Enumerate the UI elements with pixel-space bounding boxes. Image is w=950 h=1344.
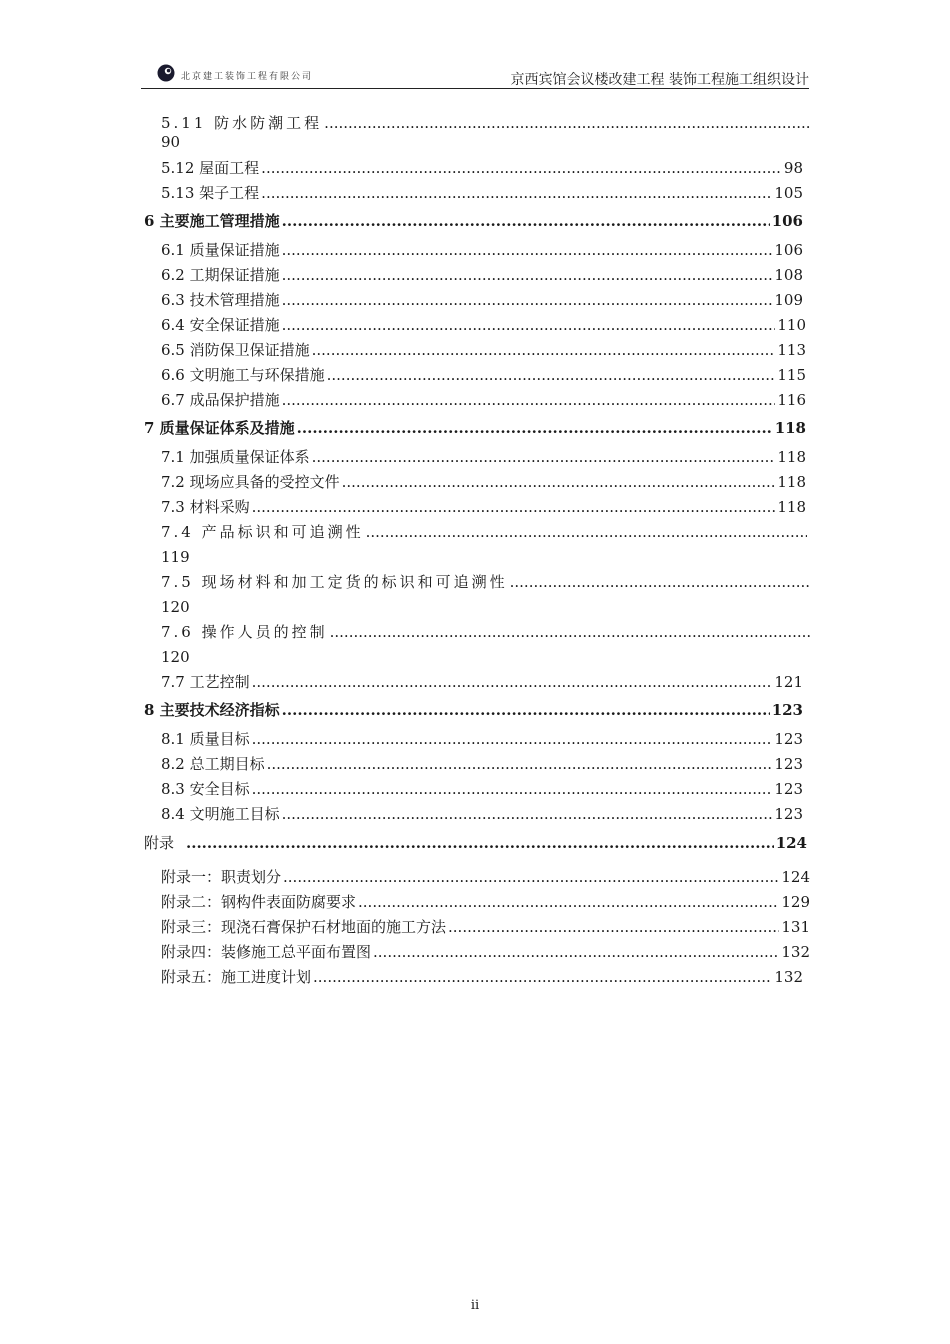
toc-entry[interactable]	[161, 967, 803, 987]
toc-entry-page: 120	[161, 648, 190, 666]
toc-entry-page: 118	[777, 448, 806, 466]
toc-chapter[interactable]	[144, 833, 807, 853]
toc-entry-page: 118	[774, 419, 806, 437]
toc-entry[interactable]	[161, 240, 803, 260]
dot-leader	[261, 183, 772, 203]
dot-leader	[282, 804, 773, 824]
toc-entry-page: 108	[774, 266, 803, 284]
toc-entry[interactable]	[161, 497, 806, 517]
dot-leader	[358, 892, 779, 912]
document-title: 京西宾馆会议楼改建工程 装饰工程施工组织设计	[510, 72, 809, 88]
toc-chapter[interactable]	[144, 211, 803, 231]
dot-leader	[313, 967, 772, 987]
toc-entry-title: 7.5 现场材料和加工定货的标识和可追溯性	[161, 573, 508, 591]
dot-leader	[282, 315, 776, 335]
toc-entry-page: 105	[774, 184, 803, 202]
toc-entry-title: 6.2 工期保证措施	[161, 266, 280, 284]
toc-entry[interactable]	[161, 942, 810, 962]
toc-entry-page: 109	[774, 291, 803, 309]
toc-entry-title: 6.1 质量保证措施	[161, 241, 280, 259]
toc-entry-page: 129	[781, 893, 810, 911]
toc-entry-page: 121	[774, 673, 803, 691]
toc-entry-title: 6.4 安全保证措施	[161, 316, 280, 334]
toc-entry[interactable]	[161, 290, 803, 310]
toc-entry[interactable]	[161, 265, 803, 285]
dot-leader	[312, 340, 776, 360]
toc-entry[interactable]	[161, 522, 809, 542]
toc-entry[interactable]	[161, 729, 803, 749]
dot-leader	[510, 572, 811, 592]
toc-entry-title: 7.1 加强质量保证体系	[161, 448, 310, 466]
toc-entry-title: 8.2 总工期目标	[161, 755, 265, 773]
toc-entry-page: 119	[161, 548, 190, 566]
toc-entry[interactable]	[161, 113, 813, 133]
dot-leader	[282, 390, 776, 410]
toc-entry-page: 118	[777, 498, 806, 516]
toc-entry-page: 131	[781, 918, 810, 936]
toc-entry[interactable]	[161, 472, 806, 492]
toc-entry-page: 132	[774, 968, 803, 986]
toc-entry-title: 5.13 架子工程	[161, 184, 260, 202]
dot-leader	[252, 729, 773, 749]
dot-leader	[342, 472, 776, 492]
toc-entry-title: 6.6 文明施工与环保措施	[161, 366, 325, 384]
dot-leader	[366, 522, 807, 542]
toc-entry-page: 123	[771, 701, 803, 719]
toc-entry-title: 附录二：钢构件表面防腐要求	[161, 893, 357, 911]
dot-leader	[373, 942, 779, 962]
toc-entry-page: 123	[774, 805, 803, 823]
toc-entry-page: 113	[777, 341, 806, 359]
toc-entry[interactable]	[161, 390, 806, 410]
toc-entry[interactable]	[161, 917, 810, 937]
toc-entry-title: 附录四：装修施工总平面布置图	[161, 943, 372, 961]
toc-entry-page: 90	[161, 133, 181, 151]
toc-entry-page: 123	[774, 755, 803, 773]
dot-leader	[330, 622, 811, 642]
toc-entry-title: 6.7 成品保护措施	[161, 391, 280, 409]
toc-entry-title: 附录一：职责划分	[161, 868, 282, 886]
toc-chapter[interactable]	[144, 700, 803, 720]
dot-leader	[312, 447, 776, 467]
toc-entry-title: 7.7 工艺控制	[161, 673, 250, 691]
toc-entry-page: 116	[777, 391, 806, 409]
dot-leader	[327, 365, 776, 385]
toc-entry[interactable]	[161, 779, 803, 799]
dot-leader	[448, 917, 779, 937]
toc-entry-page: 123	[774, 730, 803, 748]
toc-entry-page: 115	[777, 366, 806, 384]
toc-entry-page: 106	[774, 241, 803, 259]
toc-chapter[interactable]	[144, 418, 806, 438]
toc-entry-page: 118	[777, 473, 806, 491]
dot-leader	[261, 158, 782, 178]
toc-entry-title: 7.2 现场应具备的受控文件	[161, 473, 340, 491]
dot-leader	[282, 240, 773, 260]
company-name: 北京建工装饰工程有限公司	[181, 72, 314, 82]
dot-leader	[252, 497, 776, 517]
toc-entry-page: 132	[781, 943, 810, 961]
dot-leader	[282, 211, 770, 231]
toc-entry-page: 106	[771, 212, 803, 230]
toc-entry-page: 124	[781, 868, 810, 886]
toc-entry-title: 7.3 材料采购	[161, 498, 250, 516]
toc-entry[interactable]	[161, 158, 803, 178]
toc-entry-title: 附录	[144, 834, 175, 852]
toc-entry-title: 8.4 文明施工目标	[161, 805, 280, 823]
toc-entry-title: 6 主要施工管理措施	[144, 212, 280, 230]
toc-entry[interactable]	[161, 672, 803, 692]
toc-entry-title: 6.3 技术管理措施	[161, 291, 280, 309]
toc-entry-page: 123	[774, 780, 803, 798]
dot-leader	[267, 754, 773, 774]
toc-entry-title: 附录五：施工进度计划	[161, 968, 312, 986]
toc-entry[interactable]	[161, 754, 803, 774]
toc-entry-title: 附录三：现浇石膏保护石材地面的施工方法	[161, 918, 447, 936]
dot-leader	[186, 833, 774, 853]
toc-entry[interactable]	[161, 340, 806, 360]
toc-entry[interactable]	[161, 867, 810, 887]
dot-leader	[282, 265, 773, 285]
dot-leader	[324, 113, 811, 133]
toc-entry[interactable]	[161, 622, 813, 642]
dot-leader	[252, 672, 773, 692]
toc-entry[interactable]	[161, 572, 813, 592]
toc-entry-title: 7 质量保证体系及措施	[144, 419, 295, 437]
toc-entry-title: 8.3 安全目标	[161, 780, 250, 798]
toc-entry[interactable]	[161, 447, 806, 467]
toc-entry-title: 7.4 产品标识和可追溯性	[161, 523, 364, 541]
dot-leader	[297, 418, 773, 438]
dot-leader	[282, 290, 773, 310]
toc-entry[interactable]	[161, 804, 803, 824]
toc-entry-title: 5.12 屋面工程	[161, 159, 260, 177]
page-number: ii	[470, 1298, 480, 1313]
dot-leader	[283, 867, 779, 887]
toc-entry-page: 120	[161, 598, 190, 616]
toc-entry-title: 6.5 消防保卫保证措施	[161, 341, 310, 359]
toc-entry-title: 8.1 质量目标	[161, 730, 250, 748]
toc-entry-page: 124	[775, 834, 807, 852]
toc-entry[interactable]	[161, 315, 806, 335]
toc-entry-page: 98	[783, 159, 803, 177]
toc-entry-title: 8 主要技术经济指标	[144, 701, 280, 719]
toc-entry-title: 5.11 防水防潮工程	[161, 114, 323, 132]
toc-entry[interactable]	[161, 892, 810, 912]
toc-entry-title: 7.6 操作人员的控制	[161, 623, 328, 641]
dot-leader	[282, 700, 770, 720]
toc-entry-page: 110	[777, 316, 806, 334]
toc-entry[interactable]	[161, 183, 803, 203]
toc-entry[interactable]	[161, 365, 806, 385]
dot-leader	[252, 779, 773, 799]
